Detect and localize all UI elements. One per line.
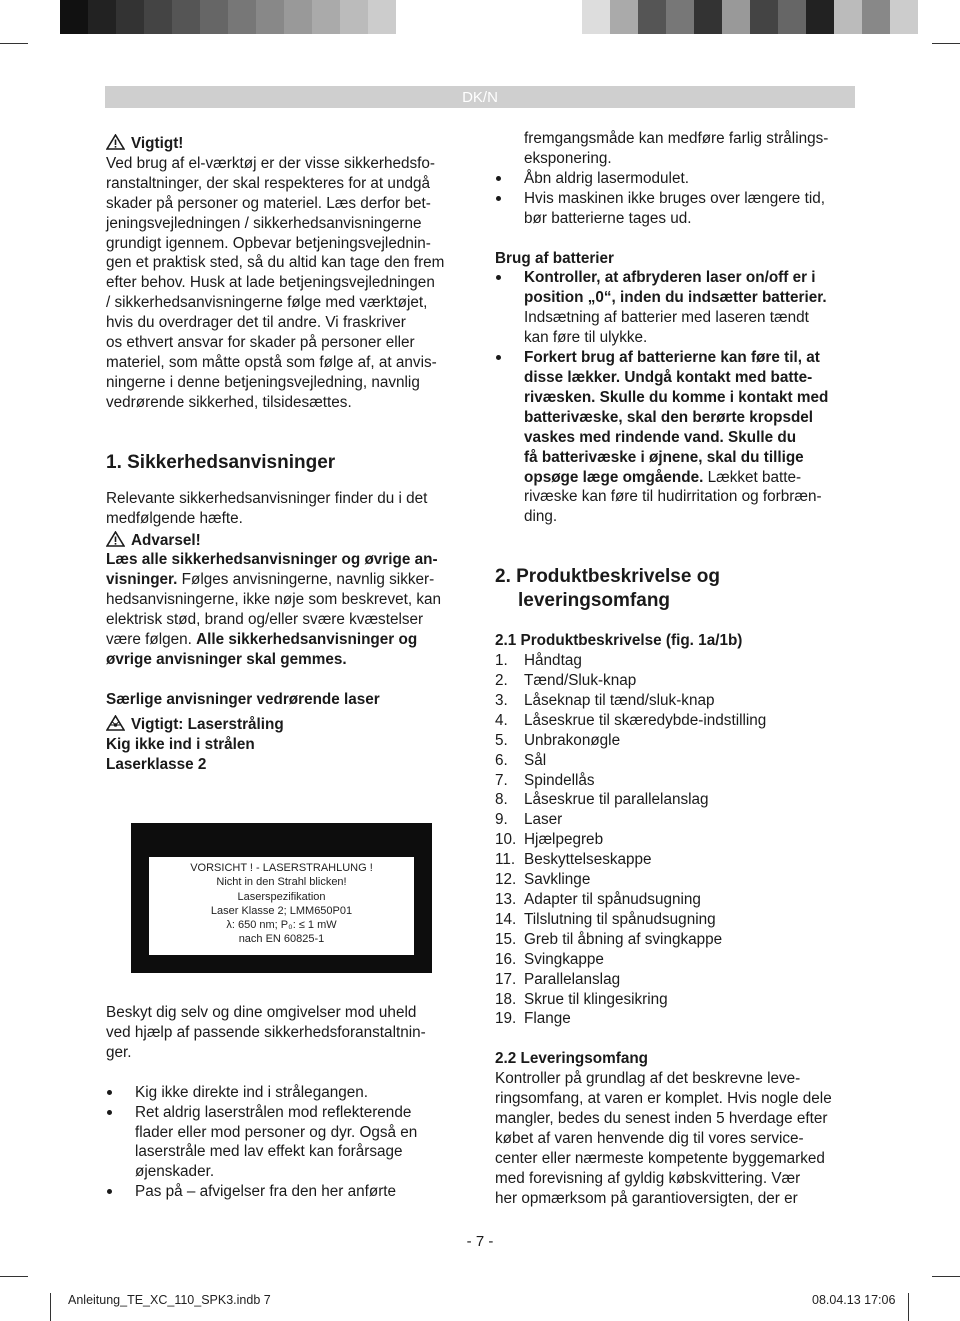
section-2-title: 2. Produktbeskrivelse og (495, 566, 720, 588)
left-column-lower (106, 1003, 476, 1202)
language-band (105, 86, 855, 108)
battery-bullet-list (495, 268, 865, 527)
text-line: / sikkerhedsanvisningerne følge med værktøjet, (106, 294, 428, 312)
crop-mark (932, 43, 960, 44)
text-line: medfølgende hæfte. (106, 509, 243, 527)
label-line: nach EN 60825-1 (238, 933, 325, 946)
list-item: Ret aldrig laserstrålen mod reflekterende flader eller mod personer og dyr. Også en laserstråle med lav effekt kan forårsage øjenskader. (106, 1103, 476, 1183)
page-number: - 7 - (466, 1233, 494, 1250)
list-item: Hvis maskinen ikke bruges over længere tid, bør batterierne tages ud. (495, 189, 865, 229)
text-line: Ved brug af el-værktøj er der visse sikkerhedsfo- (106, 154, 436, 172)
list-item: 16. Svingkappe (495, 950, 604, 968)
text-line: grundigt igennem. Opbevar betjeningsvejlednin- (106, 234, 431, 252)
color-bar-left (60, 0, 396, 34)
section-1-title: 1. Sikkerhedsanvisninger (106, 451, 336, 473)
text-line: hvis du overdrager det til andre. Vi fraskriver (106, 314, 406, 332)
text-line: Kontroller på grundlag af det beskrevne leve- (495, 1070, 801, 1088)
text-line: vedrørende sikkerhed, tilsidesættes. (106, 393, 352, 411)
laser-warning-label (131, 823, 432, 973)
text-line: købet af varen henvende dig til vores service- (495, 1129, 804, 1147)
laser-warning-icon (106, 715, 125, 731)
list-item: 17. Parallelanslag (495, 970, 621, 988)
text-line: her opmærksom på garantioversigten, der er (495, 1189, 798, 1207)
text-line: Relevante sikkerhedsanvisninger finder du i det (106, 489, 428, 507)
text-line: jeningsvejledningen / sikkerhedsanvisningerne (106, 214, 422, 232)
text-line: være følgen. Alle sikkerhedsanvisninger og (106, 631, 418, 649)
label-line: VORSICHT ! - LASERSTRAHLUNG ! (190, 862, 373, 874)
warning-triangle-icon (106, 531, 125, 547)
text-line: gen et praktisk sted, så du altid kan tage den frem (106, 254, 445, 272)
color-bar-right (582, 0, 918, 34)
crop-mark (0, 43, 28, 44)
list-item: Kig ikke direkte ind i strålegangen. (106, 1083, 476, 1103)
label-line: Laserspezifikation (237, 890, 326, 903)
text-line: ringsomfang, at varen er komplet. Hvis nogle dele (495, 1090, 832, 1108)
warning-triangle-icon (106, 134, 125, 150)
list-item: 8. Låseskrue til parallelanslag (495, 791, 709, 809)
text-line: skader på personer og materiel. Læs derfor bet- (106, 194, 431, 212)
list-item: 5. Unbrakonøgle (495, 731, 621, 749)
text-line: Beskyt dig selv og dine omgivelser mod uheld (106, 1004, 417, 1021)
text-line: center eller nærmeste kompetente byggemarked (495, 1149, 825, 1167)
important-heading: Vigtigt! (106, 134, 476, 154)
crop-mark (908, 1293, 909, 1321)
list-item: Kontroller, at afbryderen laser on/off er i position „0“, inden du indsætter batterier. Indsætning af batterier med laseren tændt kan føre til ulykke. (495, 268, 865, 348)
right-column (495, 129, 865, 1209)
list-item: 9. Laser (495, 811, 563, 829)
footer-date: 08.04.13 17:06 (812, 1293, 896, 1307)
language-code: DK/N (462, 88, 498, 106)
text-line: ningerne i denne betjeningsvejledning, navnlig (106, 373, 420, 391)
text-line: fremgangsmåde kan medføre farlig strålings- (524, 130, 829, 147)
text-line: visninger. Følges anvisningerne, navnlig sikker- (106, 571, 435, 589)
list-item: 10. Hjælpegreb (495, 831, 604, 849)
parts-list (495, 651, 865, 1029)
list-item: Åbn aldrig lasermodulet. (495, 169, 865, 189)
text-line: øvrige anvisninger skal gemmes. (106, 650, 347, 668)
list-item: Forkert brug af batterierne kan føre til, at disse lækker. Undgå kontakt med batte- rivæsken. Skulle du komme i kontakt med batterivæske, skal den berørte kropsdel vaskes med rindende vand. Skulle du få batterivæske i øjnene, skal du tillige opsøge læge omgående. Lækket batte- rivæske kan føre til hudirritation og forbræn- ding. (495, 348, 865, 527)
list-item: 1. Håndtag (495, 652, 582, 670)
label-line: Nicht in den Strahl blicken! (216, 876, 347, 889)
warning-heading: Advarsel! (106, 531, 476, 551)
crop-mark (932, 1276, 960, 1277)
list-item: 11. Beskyttelseskappe (495, 851, 652, 869)
list-item: 2. Tænd/Sluk-knap (495, 672, 637, 690)
subsection-2-1-title: 2.1 Produktbeskrivelse (fig. 1a/1b) (495, 632, 743, 650)
list-item: 6. Sål (495, 751, 547, 769)
text-line: os ethvert ansvar for skader på personer eller (106, 334, 415, 352)
text-line: efter behov. Husk at lade betjeningsvejledningen (106, 274, 435, 292)
battery-heading: Brug af batterier (495, 249, 614, 267)
list-item: Pas på – afvigelser fra den her anførte (106, 1182, 476, 1202)
left-column (106, 134, 476, 774)
list-item: 12. Savklinge (495, 871, 591, 889)
text-line: Laserklasse 2 (106, 755, 207, 773)
crop-mark (0, 1276, 28, 1277)
text-line: med forevisning af gyldig købskvittering. Vær (495, 1169, 801, 1187)
section-2-title-cont: leveringsomfang (518, 590, 671, 612)
label-line: λ: 650 nm; P₀: ≤ 1 mW (226, 919, 337, 932)
bullet-list-top (495, 169, 865, 229)
list-item: 18. Skrue til klingesikring (495, 990, 668, 1008)
list-item: 14. Tilslutning til spånudsugning (495, 910, 716, 928)
laser-heading: Særlige anvisninger vedrørende laser (106, 690, 380, 708)
text-line: Læs alle sikkerhedsanvisninger og øvrige an- (106, 551, 438, 569)
label-line: Laser Klasse 2; LMM650P01 (210, 904, 353, 917)
text-line: hedsanvisningerne, ikke nøje som beskrevet, kan (106, 591, 442, 609)
laser-warning-line: Vigtigt: Laserstråling (106, 715, 476, 735)
list-item: 7. Spindellås (495, 771, 595, 789)
text-line: eksponering. (524, 149, 612, 167)
text-line: elektrisk stød, brand og/eller svære kvæstelser (106, 611, 424, 629)
text-line: ranstaltninger, der skal respekteres for at undgå (106, 174, 430, 192)
text-line: ved hjælp af passende sikkerhedsforanstaltnin- (106, 1023, 426, 1041)
list-item: 15. Greb til åbning af svingkappe (495, 930, 723, 948)
list-item: 13. Adapter til spånudsugning (495, 891, 701, 908)
text-line: Kig ikke ind i strålen (106, 735, 255, 753)
laser-bullet-list (106, 1083, 476, 1202)
text-line: ger. (106, 1043, 132, 1061)
list-item: 3. Låseknap til tænd/sluk-knap (495, 691, 715, 709)
laser-label-text (149, 857, 414, 955)
list-item: 4. Låseskrue til skæredybde-indstilling (495, 711, 767, 729)
crop-mark (50, 1293, 51, 1321)
text-line: materiel, som måtte opstå som følge af, at anvis- (106, 353, 437, 371)
text-line: mangler, bedes du senest inden 5 hverdage efter (495, 1110, 828, 1128)
footer-filename: Anleitung_TE_XC_110_SPK3.indb 7 (68, 1293, 271, 1307)
list-item: 19. Flange (495, 1010, 571, 1028)
subsection-2-2-title: 2.2 Leveringsomfang (495, 1050, 649, 1068)
